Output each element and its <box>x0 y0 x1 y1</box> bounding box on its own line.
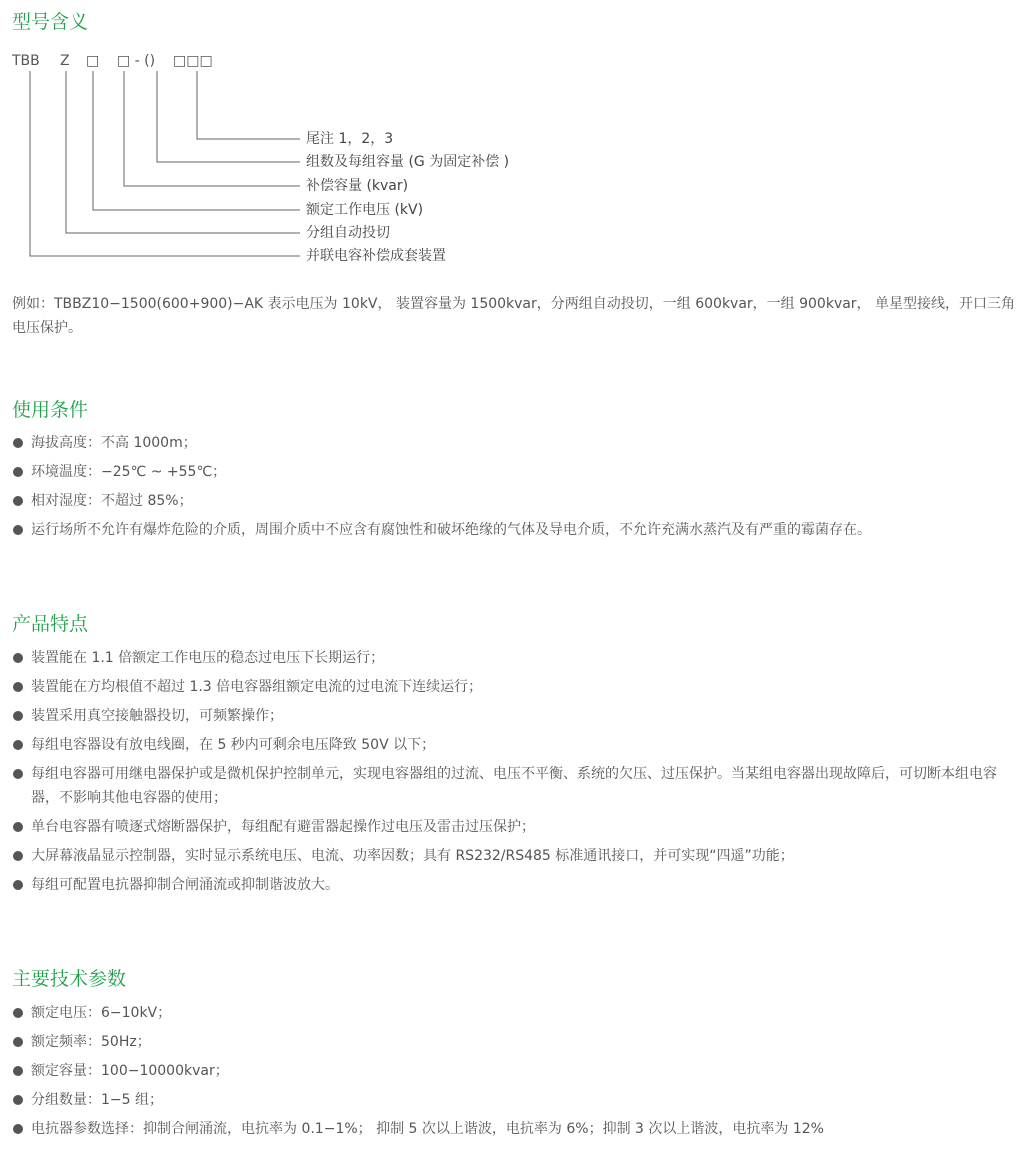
list-item <box>12 1030 1022 1054</box>
bullet-icon <box>13 822 23 832</box>
features-list <box>12 646 1022 902</box>
list-item-text: 电抗器参数选择：抑制合闸涌流，电抗率为 0.1−1%； 抑制 5 次以上谐波，电抗率为 6%；抑制 3 次以上谐波，电抗率为 12% <box>31 1121 824 1137</box>
legend-item: 分组自动投切 <box>306 225 390 241</box>
list-item <box>12 431 1022 455</box>
list-item <box>12 675 1022 699</box>
legend-item: 组数及每组容量 (G 为固定补偿 ) <box>306 154 510 170</box>
list-item-text: 额定频率：50Hz； <box>31 1034 151 1050</box>
list-item-text: 额定电压：6−10kV； <box>31 1005 172 1021</box>
list-item <box>12 873 1022 897</box>
legend-item: 并联电容补偿成套装置 <box>306 248 446 264</box>
model-code-diagram-lines <box>0 0 1024 270</box>
list-item-text: 装置能在方均根值不超过 1.3 倍电容器组额定电流的过电流下连续运行； <box>31 679 483 695</box>
list-item <box>12 1117 1022 1141</box>
list-item <box>12 646 1022 670</box>
bullet-icon <box>13 525 23 535</box>
list-item-text: 大屏幕液晶显示控制器，实时显示系统电压、电流、功率因数；具有 RS232/RS485 标准通讯接口，并可实现“四遥”功能； <box>31 848 794 864</box>
bullet-icon <box>13 711 23 721</box>
list-item-text: 海拔高度：不高 1000m； <box>31 435 197 451</box>
bullet-icon <box>13 1008 23 1018</box>
bullet-icon <box>13 682 23 692</box>
code-part-suffix: □□□ <box>173 53 213 69</box>
list-item <box>12 518 1022 542</box>
list-item-text: 每组可配置电抗器抑制合闸涌流或抑制谐波放大。 <box>31 877 339 893</box>
list-item-text: 每组电容器可用继电器保护或是微机保护控制单元，实现电容器组的过流、电压不平衡、系统的欠压、过压保护。当某组电容器出现故障后，可切断本组电容器，不影响其他电容器的使用； <box>31 766 997 806</box>
bullet-icon <box>13 851 23 861</box>
usage-conditions-list <box>12 431 1022 547</box>
list-item <box>12 704 1022 728</box>
list-item-text: 装置采用真空接触器投切，可频繁操作； <box>31 708 283 724</box>
legend-item: 额定工作电压 (kV) <box>306 202 424 218</box>
bullet-icon <box>13 467 23 477</box>
section-title-tech-params: 主要技术参数 <box>12 968 127 990</box>
legend-item: 补偿容量 (kvar) <box>306 178 409 194</box>
code-part-capacity-groups: □ - () <box>117 53 156 69</box>
bullet-icon <box>13 880 23 890</box>
bullet-icon <box>13 740 23 750</box>
code-part-voltage: □ <box>86 53 100 69</box>
bullet-icon <box>13 1124 23 1134</box>
list-item-text: 装置能在 1.1 倍额定工作电压的稳态过电压下长期运行； <box>31 650 385 666</box>
list-item-text: 每组电容器设有放电线圈，在 5 秒内可剩余电压降致 50V 以下； <box>31 737 436 753</box>
list-item <box>12 1088 1022 1112</box>
bullet-icon <box>13 438 23 448</box>
list-item <box>12 815 1022 839</box>
list-item-text: 额定容量：100−10000kvar； <box>31 1063 229 1079</box>
list-item-text: 环境温度：−25℃ ~ +55℃； <box>31 464 227 480</box>
bullet-icon <box>13 1037 23 1047</box>
section-title-features: 产品特点 <box>12 613 89 635</box>
tech-params-list <box>12 1001 1022 1146</box>
bullet-icon <box>13 1095 23 1105</box>
bullet-icon <box>13 1066 23 1076</box>
list-item-text: 单台电容器有喷逐式熔断器保护，每组配有避雷器起操作过电压及雷击过压保护； <box>31 819 535 835</box>
code-part-tbb: TBB <box>12 53 40 69</box>
section-title-usage-conditions: 使用条件 <box>12 399 89 421</box>
list-item <box>12 1001 1022 1025</box>
list-item-text: 分组数量：1−5 组； <box>31 1092 163 1108</box>
legend-item: 尾注 1，2，3 <box>306 131 394 147</box>
list-item-text: 相对湿度：不超过 85%； <box>31 493 193 509</box>
list-item <box>12 489 1022 513</box>
bullet-icon <box>13 769 23 779</box>
list-item-text: 运行场所不允许有爆炸危险的介质，周围介质中不应含有腐蚀性和破坏绝缘的气体及导电介质，不允许充满水蒸汽及有严重的霉菌存在。 <box>31 522 871 538</box>
section-title-model-meaning: 型号含义 <box>12 11 89 33</box>
bullet-icon <box>13 653 23 663</box>
list-item <box>12 844 1022 868</box>
list-item <box>12 460 1022 484</box>
list-item <box>12 762 1022 810</box>
code-part-z: Z <box>60 53 70 69</box>
list-item <box>12 1059 1022 1083</box>
bullet-icon <box>13 496 23 506</box>
model-example-paragraph: 例如：TBBZ10−1500(600+900)−AK 表示电压为 10kV， 装置容量为 1500kvar，分两组自动投切，一组 600kvar，一组 900kvar， 单星型接线，开口三角电压保护。 <box>12 296 1016 336</box>
list-item <box>12 733 1022 757</box>
